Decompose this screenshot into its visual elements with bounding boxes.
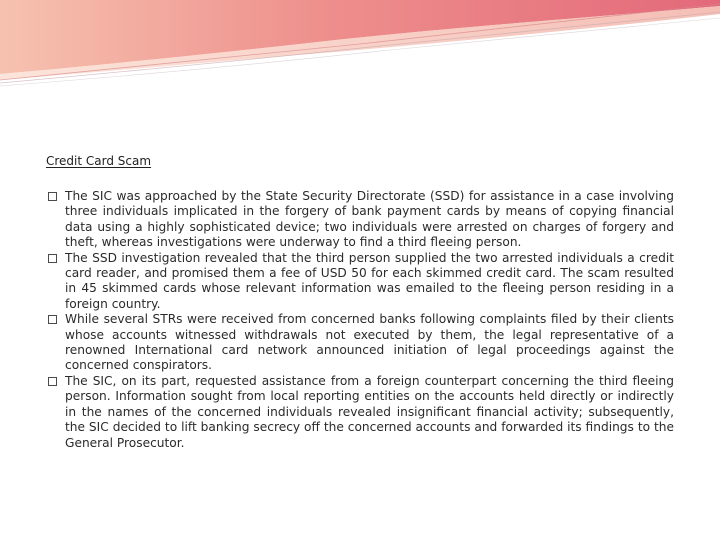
bullet-item bbox=[47, 374, 674, 451]
bullet-text: The SSD investigation revealed that the third person supplied the two arrested individuals a credit card reader, and promised them a fee of USD 50 for each skimmed credit card. The scam resulted in 45 skimmed cards whose relevant information was emailed to the fleeing person residing in a foreign country. bbox=[65, 250, 674, 311]
bullet-item bbox=[47, 251, 674, 313]
bullet-list bbox=[47, 189, 674, 451]
bullet-text: The SIC was approached by the State Security Directorate (SSD) for assistance in a case involving three individuals implicated in the forgery of bank payment cards by means of copying financial data using a highly sophisticated device; two individuals were arrested on charges of forgery and theft, whereas investigations were underway to find a third fleeing person. bbox=[65, 189, 674, 250]
decorative-header-banner bbox=[0, 0, 720, 90]
bullet-text: The SIC, on its part, requested assistance from a foreign counterpart concerning the third fleeing person. Information sought from local reporting entities on the accounts held directly or indirectly in the names of the concerned individuals revealed insignificant financial activity; subsequently, the SIC decided to lift banking secrecy off the concerned accounts and forwarded its findings to the General Prosecutor. bbox=[65, 373, 674, 450]
bullet-item bbox=[47, 312, 674, 374]
bullet-text: While several STRs were received from concerned banks following complaints filed by their clients whose accounts witnessed withdrawals not executed by them, the legal representative of a renowned International card network announced initiation of legal proceedings against the concerned conspirators. bbox=[65, 312, 674, 373]
square-bullet-icon bbox=[48, 192, 57, 201]
square-bullet-icon bbox=[48, 377, 57, 386]
bullet-item bbox=[47, 189, 674, 251]
square-bullet-icon bbox=[48, 315, 57, 324]
square-bullet-icon bbox=[48, 254, 57, 263]
slide-title: Credit Card Scam bbox=[46, 154, 152, 168]
